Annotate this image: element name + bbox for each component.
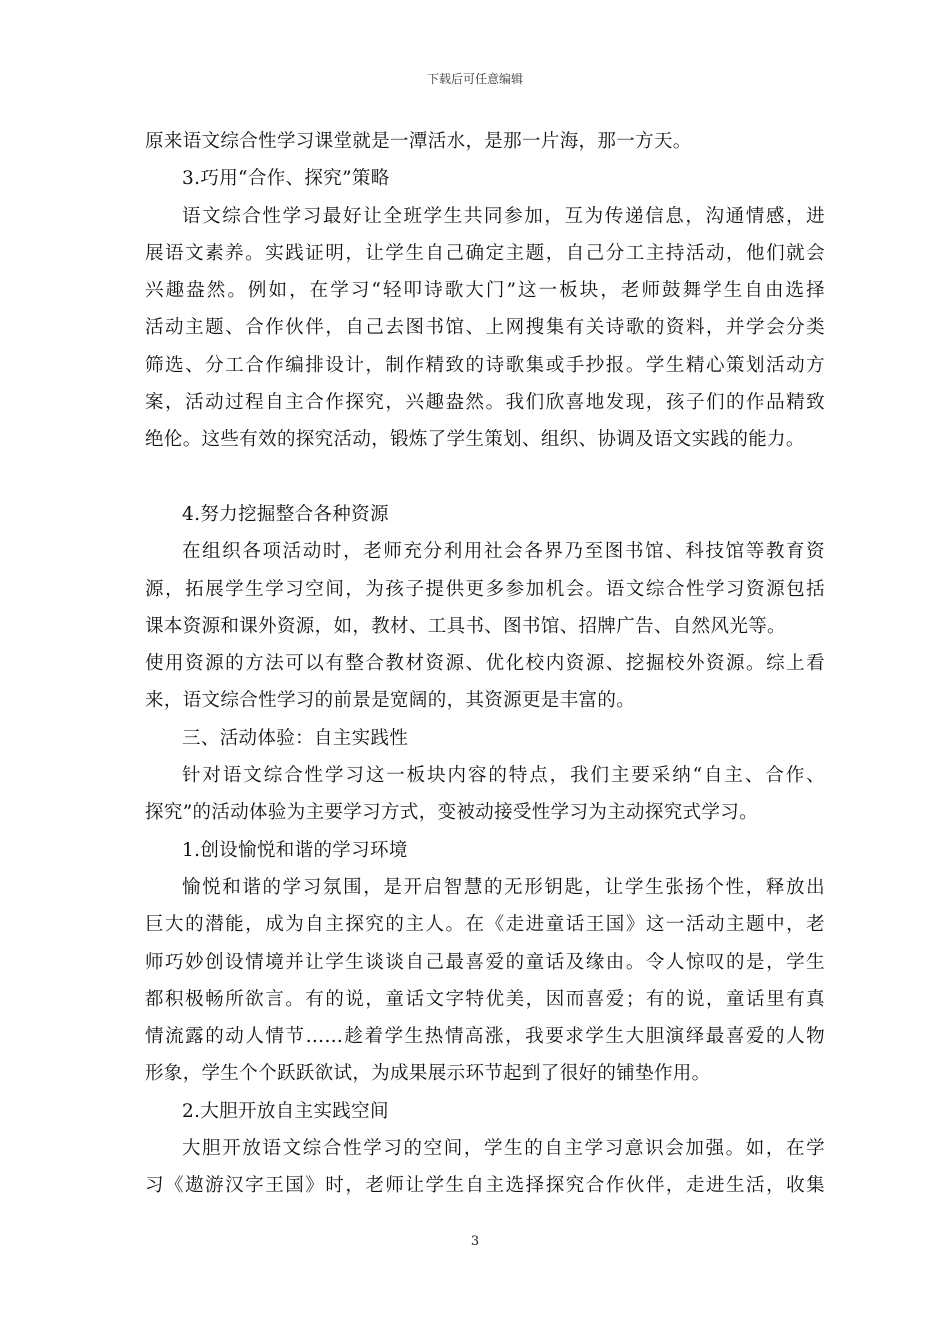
text-line: 绝伦。这些有效的探究活动，锻炼了学生策划、组织、协调及语文实践的能力。: [145, 429, 805, 451]
text-line: 情流露的动人情节……趁着学生热情高涨，我要求学生大胆演绎最喜爱的人物: [145, 1026, 825, 1048]
text-line: 巨大的潜能，成为自主探究的主人。在《走进童话王国》这一活动主题中，老: [145, 914, 825, 936]
text-line: 源，拓展学生学习空间，为孩子提供更多参加机会。语文综合性学习资源包括: [145, 578, 825, 600]
text-line: 兴趣盎然。例如，在学习“轻叩诗歌大门”这一板块，老师鼓舞学生自由选择: [145, 280, 825, 302]
text-line: 愉悦和谐的学习氛围，是开启智慧的无形钥匙，让学生张扬个性，释放出: [182, 876, 825, 898]
text-line: 筛选、分工合作编排设计，制作精致的诗歌集或手抄报。学生精心策划活动方: [145, 354, 825, 376]
text-line: 习《遨游汉字王国》时，老师让学生自主选择探究合作伙伴，走进生活，收集: [145, 1175, 825, 1197]
text-line: 来，语文综合性学习的前景是宽阔的，其资源更是丰富的。: [145, 690, 636, 712]
text-line: 展语文素养。实践证明，让学生自己确定主题，自己分工主持活动，他们就会: [145, 242, 825, 264]
text-line: 原来语文综合性学习课堂就是一潭活水，是那一片海，那一方天。: [145, 131, 692, 152]
text-line: 使用资源的方法可以有整合教材资源、优化校内资源、挖掘校外资源。综上看: [145, 653, 825, 675]
document-body: [145, 123, 825, 1205]
section-heading: 1.创设愉悦和谐的学习环境: [182, 839, 408, 861]
section-heading: 4.努力挖掘整合各种资源: [182, 503, 389, 525]
text-line: 师巧妙创设情境并让学生谈谈自己最喜爱的童话及缘由。令人惊叹的是，学生: [145, 951, 825, 973]
text-line: 针对语文综合性学习这一板块内容的特点，我们主要采纳“自主、合作、: [182, 765, 825, 787]
page-header: 下载后可任意编辑: [426, 72, 523, 86]
paragraph-gap: [145, 459, 825, 496]
section-heading: 3.巧用“合作、探究”策略: [182, 168, 390, 190]
text-line: 案，活动过程自主合作探究，兴趣盎然。我们欣喜地发现，孩子们的作品精致: [145, 392, 825, 414]
text-line: 都积极畅所欲言。有的说，童话文字特优美，因而喜爱；有的说，童话里有真: [145, 988, 825, 1010]
text-line: 语文综合性学习最好让全班学生共同参加，互为传递信息，沟通情感，进: [182, 205, 825, 227]
page-number: 3: [470, 1234, 480, 1249]
text-line: 课本资源和课外资源，如，教材、工具书、图书馆、招牌广告、自然风光等。: [145, 615, 786, 637]
text-line: 形象，学生个个跃跃欲试，为成果展示环节起到了很好的铺垫作用。: [145, 1063, 711, 1085]
text-line: 探究”的活动体验为主要学习方式，变被动接受性学习为主动探究式学习。: [145, 802, 759, 824]
section-heading: 2.大胆开放自主实践空间: [182, 1100, 389, 1122]
text-line: 在组织各项活动时，老师充分利用社会各界乃至图书馆、科技馆等教育资: [182, 541, 825, 563]
text-line: 大胆开放语文综合性学习的空间，学生的自主学习意识会加强。如，在学: [182, 1138, 825, 1160]
text-line: 活动主题、合作伙伴，自己去图书馆、上网搜集有关诗歌的资料，并学会分类: [145, 317, 825, 339]
section-heading: 三、活动体验：自主实践性: [182, 727, 409, 749]
